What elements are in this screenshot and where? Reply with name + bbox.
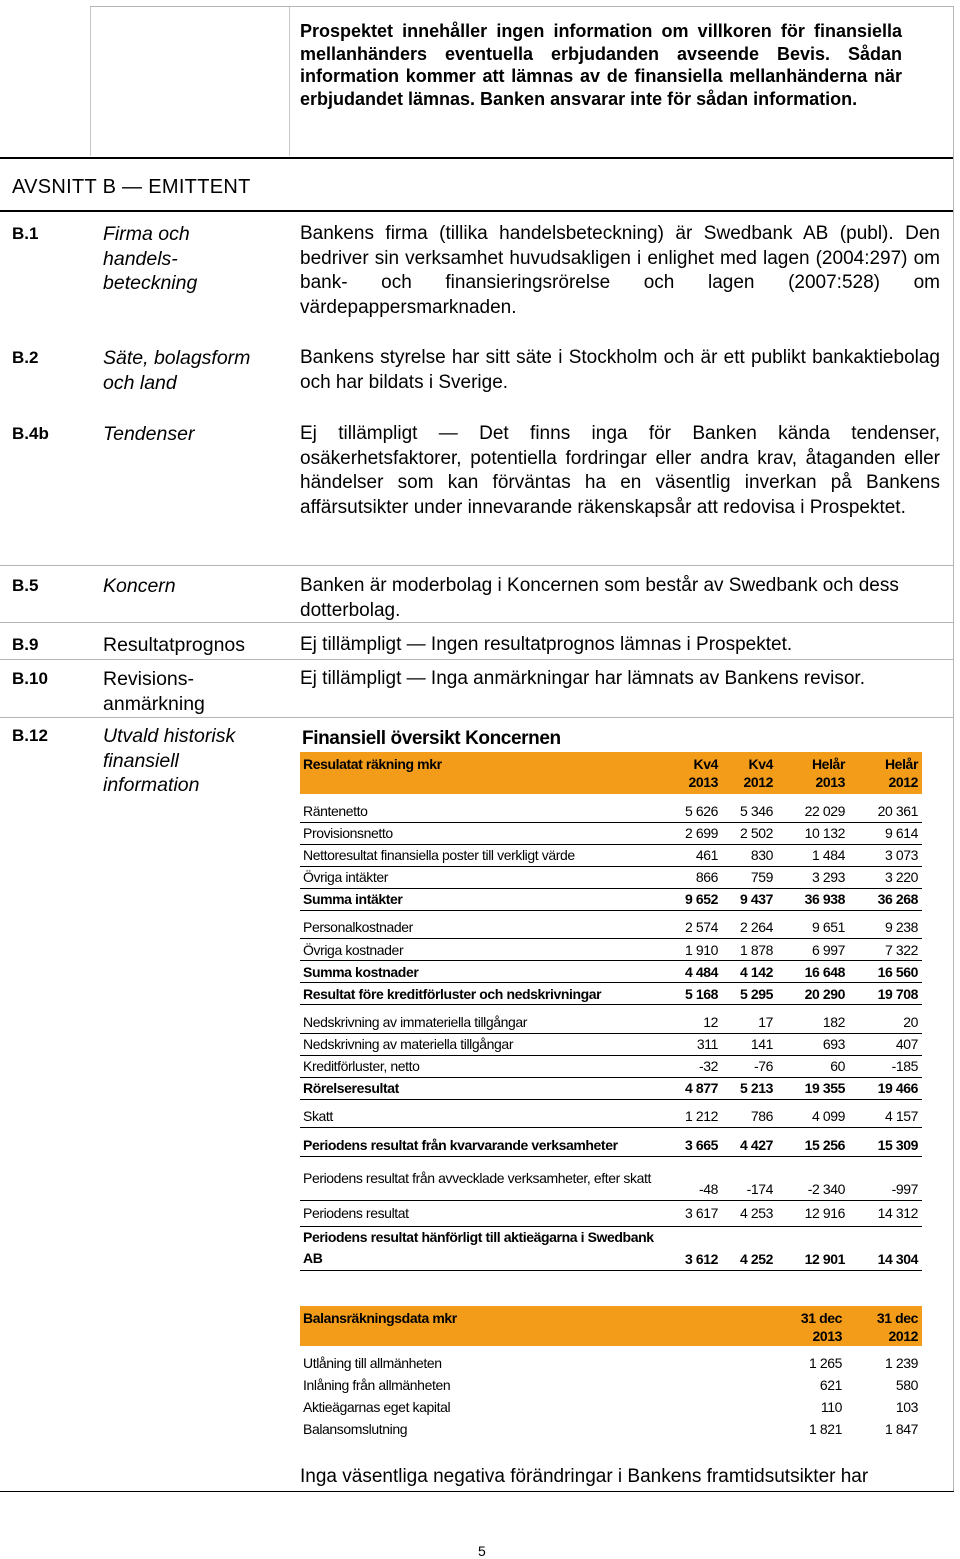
row-cell: 19 466 <box>849 1077 922 1099</box>
row-code: B.12 <box>12 726 48 745</box>
row-cell: 1 239 <box>884 1355 918 1371</box>
row-code: B.4b <box>12 424 49 443</box>
row-cell: 14 304 <box>849 1226 922 1270</box>
row-label: Resultatprognos <box>103 634 246 656</box>
row-cell: 15 309 <box>849 1134 922 1156</box>
frame-line <box>0 717 954 718</box>
row-cell: 2 264 <box>722 917 777 939</box>
row-cell: 1 878 <box>722 939 777 961</box>
final-text: Inga väsentliga negativa förändringar i Bankens framtidsutsikter har <box>300 1466 869 1487</box>
row-cell: Summa intäkter <box>300 888 660 910</box>
row-text: Ej tillämpligt — Ingen resultatprognos lämnas i Prospektet. <box>300 634 793 655</box>
row-cell: 36 938 <box>777 888 849 910</box>
row-label: Utvald historisk finansiell information <box>103 725 236 796</box>
row-cell: 4 253 <box>722 1200 777 1226</box>
table-row <box>300 1396 922 1418</box>
header-cell: 31 dec 2012 <box>846 1306 922 1346</box>
row-cell: 5 295 <box>722 983 777 1005</box>
row-cell: Nedskrivning av materiella tillgångar <box>300 1033 660 1055</box>
row-cell: -32 <box>660 1055 722 1077</box>
row-cell: 4 427 <box>722 1134 777 1156</box>
row-cell: 5 168 <box>660 983 722 1005</box>
frame-line <box>0 1491 954 1492</box>
row-text: Ej tillämpligt — Inga anmärkningar har lämnats av Bankens revisor. <box>300 668 865 689</box>
frame-line <box>0 210 954 212</box>
row-cell: 866 <box>660 866 722 888</box>
table-row <box>300 983 922 1005</box>
row-cell: 4 252 <box>722 1226 777 1270</box>
row-cell: 9 651 <box>777 917 849 939</box>
table-row <box>300 1200 922 1226</box>
header-cell: Helår 2013 <box>777 752 849 794</box>
row-cell: Aktieägarnas eget kapital <box>303 1399 451 1415</box>
table-row <box>300 1134 922 1156</box>
header-cell: Kv4 2012 <box>722 752 777 794</box>
row-code: B.5 <box>12 576 39 595</box>
table-row <box>300 888 922 910</box>
row-label: Tendenser <box>103 423 195 445</box>
row-cell: Räntenetto <box>300 800 660 822</box>
row-text: Bankens firma (tillika handelsbeteckning) är Swedbank AB (publ). Den bedriver sin verksamhet huvudsakligen i enlighet med lagen (2004:297) om bank- och finansieringsrörelse och lagen (2007:528) om värdepappersmarknaden. <box>300 223 940 318</box>
row-cell: 2 699 <box>660 822 722 844</box>
row-cell: 17 <box>722 1011 777 1033</box>
page-number: 5 <box>478 1543 486 1559</box>
frame-line <box>0 565 954 566</box>
row-cell: -76 <box>722 1055 777 1077</box>
row-cell: 5 213 <box>722 1077 777 1099</box>
row-cell: 786 <box>722 1106 777 1128</box>
row-cell: 10 132 <box>777 822 849 844</box>
row-cell: Periodens resultat <box>300 1200 660 1226</box>
table-row <box>300 1374 922 1396</box>
row-code: B.1 <box>12 224 39 243</box>
row-label: Säte, bolagsform och land <box>103 347 251 394</box>
row-cell: 3 293 <box>777 866 849 888</box>
frame-line <box>0 659 954 660</box>
row-cell: 2 502 <box>722 822 777 844</box>
frame-line <box>90 6 954 7</box>
row-cell: 1 212 <box>660 1106 722 1128</box>
row-cell: 20 290 <box>777 983 849 1005</box>
row-cell: 9 652 <box>660 888 722 910</box>
row-cell: Nedskrivning av immateriella tillgångar <box>300 1011 660 1033</box>
row-cell: 2 574 <box>660 917 722 939</box>
row-cell: 60 <box>777 1055 849 1077</box>
table-row <box>300 866 922 888</box>
row-cell: Nettoresultat finansiella poster till verkligt värde <box>300 844 660 866</box>
row-cell: 759 <box>722 866 777 888</box>
row-cell: 693 <box>777 1033 849 1055</box>
table-row <box>300 961 922 983</box>
row-cell: 6 997 <box>777 939 849 961</box>
row-text: Bankens styrelse har sitt säte i Stockholm och är ett publikt bankaktiebolag och har bildats i Sverige. <box>300 347 940 393</box>
frame-line <box>90 6 91 156</box>
row-cell: 407 <box>849 1033 922 1055</box>
row-cell: 19 708 <box>849 983 922 1005</box>
row-cell: 830 <box>722 844 777 866</box>
row-cell: 12 916 <box>777 1200 849 1226</box>
row-text: Banken är moderbolag i Koncernen som består av Swedbank och dess dotterbolag. <box>300 575 899 621</box>
row-cell: 3 220 <box>849 866 922 888</box>
row-cell: Resultat före kreditförluster och nedskrivningar <box>300 983 660 1005</box>
row-cell: 4 484 <box>660 961 722 983</box>
section-title: AVSNITT B — EMITTENT <box>12 176 251 198</box>
row-cell: 15 256 <box>777 1134 849 1156</box>
row-cell: 19 355 <box>777 1077 849 1099</box>
row-code: B.9 <box>12 635 39 654</box>
income-statement-table <box>300 752 922 1271</box>
row-cell: -997 <box>849 1156 922 1200</box>
row-cell: 182 <box>777 1011 849 1033</box>
row-cell: 3 665 <box>660 1134 722 1156</box>
row-cell: Balansomslutning <box>303 1421 408 1437</box>
row-cell: 7 322 <box>849 939 922 961</box>
row-cell: Övriga intäkter <box>300 866 660 888</box>
row-code: B.2 <box>12 348 39 367</box>
row-cell: Periodens resultat hänförligt till aktieägarna i Swedbank AB <box>300 1226 660 1270</box>
table-row <box>300 917 922 939</box>
row-cell: 4 877 <box>660 1077 722 1099</box>
financial-overview-title: Finansiell översikt Koncernen <box>302 728 561 749</box>
row-cell: Periodens resultat från kvarvarande verksamheter <box>300 1134 660 1156</box>
row-cell: 110 <box>820 1399 842 1415</box>
row-cell: 3 612 <box>660 1226 722 1270</box>
header-cell: Balansräkningsdata mkr <box>300 1306 776 1346</box>
row-cell: 141 <box>722 1033 777 1055</box>
row-cell: 3 073 <box>849 844 922 866</box>
row-cell: 12 901 <box>777 1226 849 1270</box>
row-cell: 20 <box>849 1011 922 1033</box>
row-cell: 16 648 <box>777 961 849 983</box>
table-header-row <box>300 752 922 794</box>
row-cell: 4 157 <box>849 1106 922 1128</box>
table-row <box>300 1033 922 1055</box>
table-row <box>300 1106 922 1128</box>
row-cell: 5 626 <box>660 800 722 822</box>
table-row <box>300 1055 922 1077</box>
row-cell: 1 910 <box>660 939 722 961</box>
row-cell: -2 340 <box>777 1156 849 1200</box>
row-cell: Skatt <box>300 1106 660 1128</box>
row-cell: 1 821 <box>808 1421 842 1437</box>
balance-sheet-table <box>300 1306 922 1440</box>
row-label: Koncern <box>103 575 176 597</box>
row-cell: 4 099 <box>777 1106 849 1128</box>
row-cell: 12 <box>660 1011 722 1033</box>
row-cell: 311 <box>660 1033 722 1055</box>
row-cell: Personalkostnader <box>300 917 660 939</box>
table-row <box>300 1077 922 1099</box>
row-cell: 9 614 <box>849 822 922 844</box>
row-cell: 22 029 <box>777 800 849 822</box>
frame-line <box>0 157 954 159</box>
header-cell: Kv4 2013 <box>660 752 722 794</box>
table-row <box>300 844 922 866</box>
table-row <box>300 1226 922 1270</box>
table-row <box>300 822 922 844</box>
row-cell: -185 <box>849 1055 922 1077</box>
row-cell: -174 <box>722 1156 777 1200</box>
table-row <box>300 939 922 961</box>
row-cell: 1 265 <box>808 1355 842 1371</box>
row-cell: 9 238 <box>849 917 922 939</box>
row-cell: 9 437 <box>722 888 777 910</box>
row-cell: Kreditförluster, netto <box>300 1055 660 1077</box>
row-cell: Provisionsnetto <box>300 822 660 844</box>
row-cell: Utlåning till allmänheten <box>303 1355 442 1371</box>
table-row <box>300 1011 922 1033</box>
row-cell: Rörelseresultat <box>300 1077 660 1099</box>
row-cell: 36 268 <box>849 888 922 910</box>
intro-paragraph: Prospektet innehåller ingen information om villkoren för finansiella mellanhänders eventuella erbjudanden avseende Bevis. Sådan information kommer att lämnas av de finansiella mellanhänderna när erbjudandet lämnas. Banken ansvarar inte för sådan information. <box>300 21 902 109</box>
row-cell: 5 346 <box>722 800 777 822</box>
row-cell: 20 361 <box>849 800 922 822</box>
table-header-row <box>300 1306 922 1346</box>
row-label: Firma och handels-beteckning <box>103 223 198 294</box>
row-label: Revisions-anmärkning <box>103 668 205 715</box>
header-cell: 31 dec 2013 <box>776 1306 846 1346</box>
row-cell: 14 312 <box>849 1200 922 1226</box>
row-cell: Periodens resultat från avvecklade verksamheter, efter skatt <box>300 1156 660 1200</box>
row-cell: 621 <box>819 1377 842 1393</box>
row-cell: -48 <box>660 1156 722 1200</box>
frame-line <box>953 6 954 1492</box>
header-cell: Resulatat räkning mkr <box>300 752 660 794</box>
row-cell: 1 484 <box>777 844 849 866</box>
row-text: Ej tillämpligt — Det finns inga för Banken kända tendenser, osäkerhetsfaktorer, potentiella fordringar eller andra krav, åtaganden eller händelser som kan förväntas ha en väsentlig inverkan på Bankens affärsutsikter under innevarande räkenskapsår att redovisa i Prospektet. <box>300 423 940 518</box>
row-code: B.10 <box>12 669 48 688</box>
row-cell: 4 142 <box>722 961 777 983</box>
row-cell: Inlåning från allmänheten <box>303 1377 451 1393</box>
table-row <box>300 1352 922 1374</box>
row-cell: 16 560 <box>849 961 922 983</box>
table-row <box>300 1418 922 1440</box>
table-row <box>300 800 922 822</box>
row-cell: 3 617 <box>660 1200 722 1226</box>
frame-line <box>289 6 290 156</box>
table-row <box>300 1156 922 1200</box>
row-cell: Summa kostnader <box>300 961 660 983</box>
header-cell: Helår 2012 <box>849 752 922 794</box>
row-cell: 461 <box>660 844 722 866</box>
row-cell: 580 <box>895 1377 918 1393</box>
row-cell: Övriga kostnader <box>300 939 660 961</box>
row-cell: 103 <box>895 1399 918 1415</box>
row-cell: 1 847 <box>884 1421 918 1437</box>
